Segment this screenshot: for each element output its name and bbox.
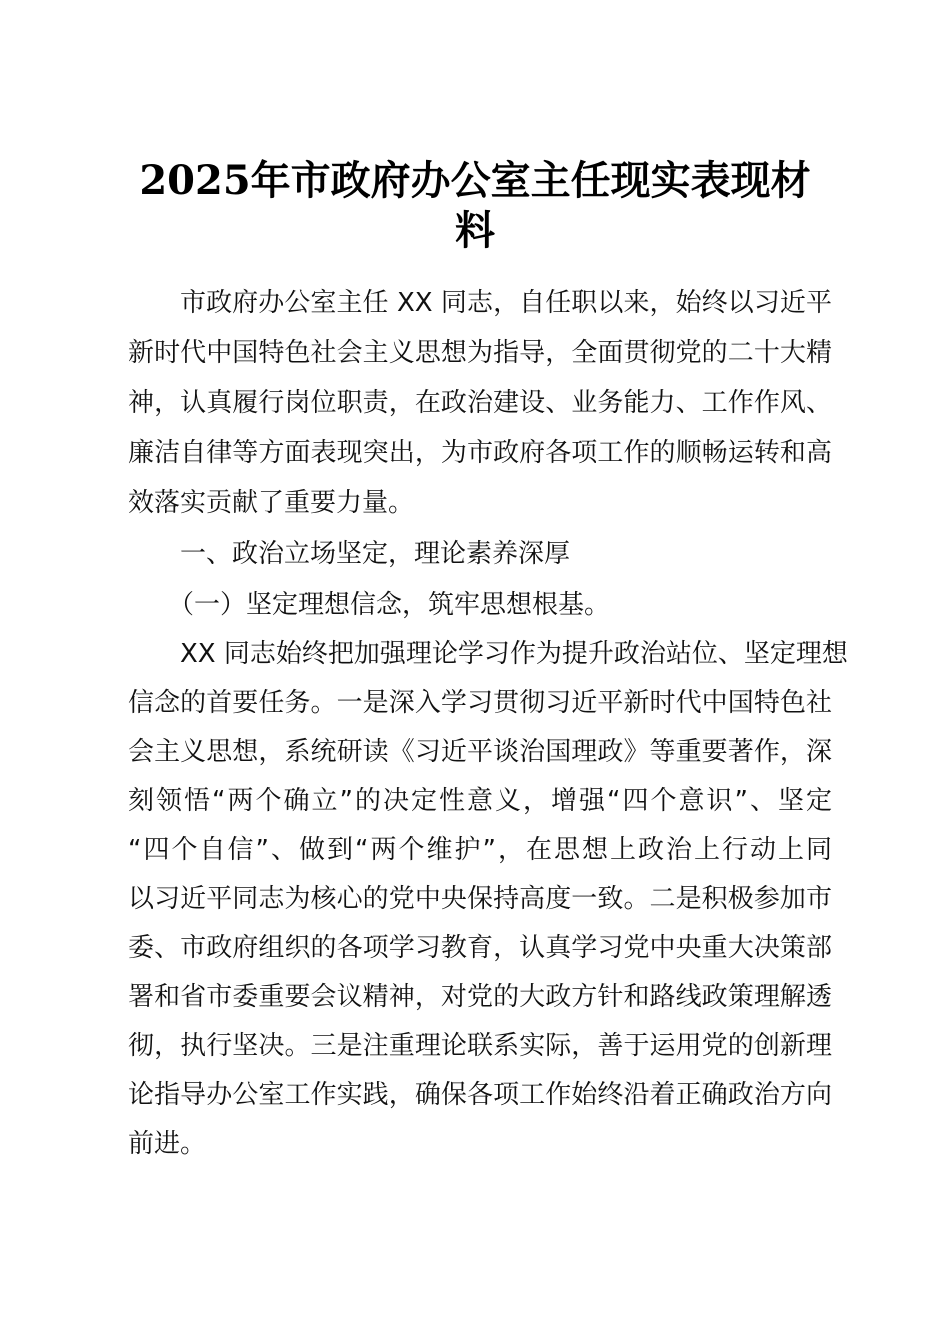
paragraph-line: XX 同志始终把加强理论学习作为提升政治站位、坚定理想	[180, 639, 848, 669]
section-heading: 一、政治立场坚定，理论素养深厚	[180, 539, 571, 569]
paragraph-line: 彻，执行坚决。三是注重理论联系实际，善于运用党的创新理	[128, 1031, 832, 1061]
intro-line: 市政府办公室主任 XX 同志，自任职以来，始终以习近平	[180, 288, 832, 318]
paragraph-line: 信念的首要任务。一是深入学习贯彻习近平新时代中国特色社	[128, 688, 832, 718]
intro-line: 廉洁自律等方面表现突出，为市政府各项工作的顺畅运转和高	[128, 438, 832, 468]
paragraph-line: 会主义思想，系统研读《习近平谈治国理政》等重要著作，深	[128, 737, 832, 767]
subsection-heading: （一）坚定理想信念，筑牢思想根基。	[168, 590, 611, 620]
intro-line: 效落实贡献了重要力量。	[128, 488, 415, 518]
paragraph-line: 署和省市委重要会议精神，对党的大政方针和路线政策理解透	[128, 982, 832, 1012]
paragraph-line: 委、市政府组织的各项学习教育，认真学习党中央重大决策部	[128, 933, 832, 963]
paragraph-line: “四个自信”、做到“两个维护”，在思想上政治上行动上同	[128, 835, 832, 865]
document-title-line-1: 2025年市政府办公室主任现实表现材	[139, 157, 811, 204]
intro-line: 神，认真履行岗位职责，在政治建设、业务能力、工作作风、	[128, 388, 832, 418]
paragraph-line: 以习近平同志为核心的党中央保持高度一致。二是积极参加市	[128, 884, 832, 914]
paragraph-line: 刻领悟“两个确立”的决定性意义，增强“四个意识”、坚定	[128, 786, 832, 816]
intro-line: 新时代中国特色社会主义思想为指导，全面贯彻党的二十大精	[128, 338, 832, 368]
paragraph-line: 论指导办公室工作实践，确保各项工作始终沿着正确政治方向	[128, 1080, 832, 1110]
paragraph-line: 前进。	[128, 1129, 207, 1159]
document-title-line-2: 料	[455, 207, 495, 254]
